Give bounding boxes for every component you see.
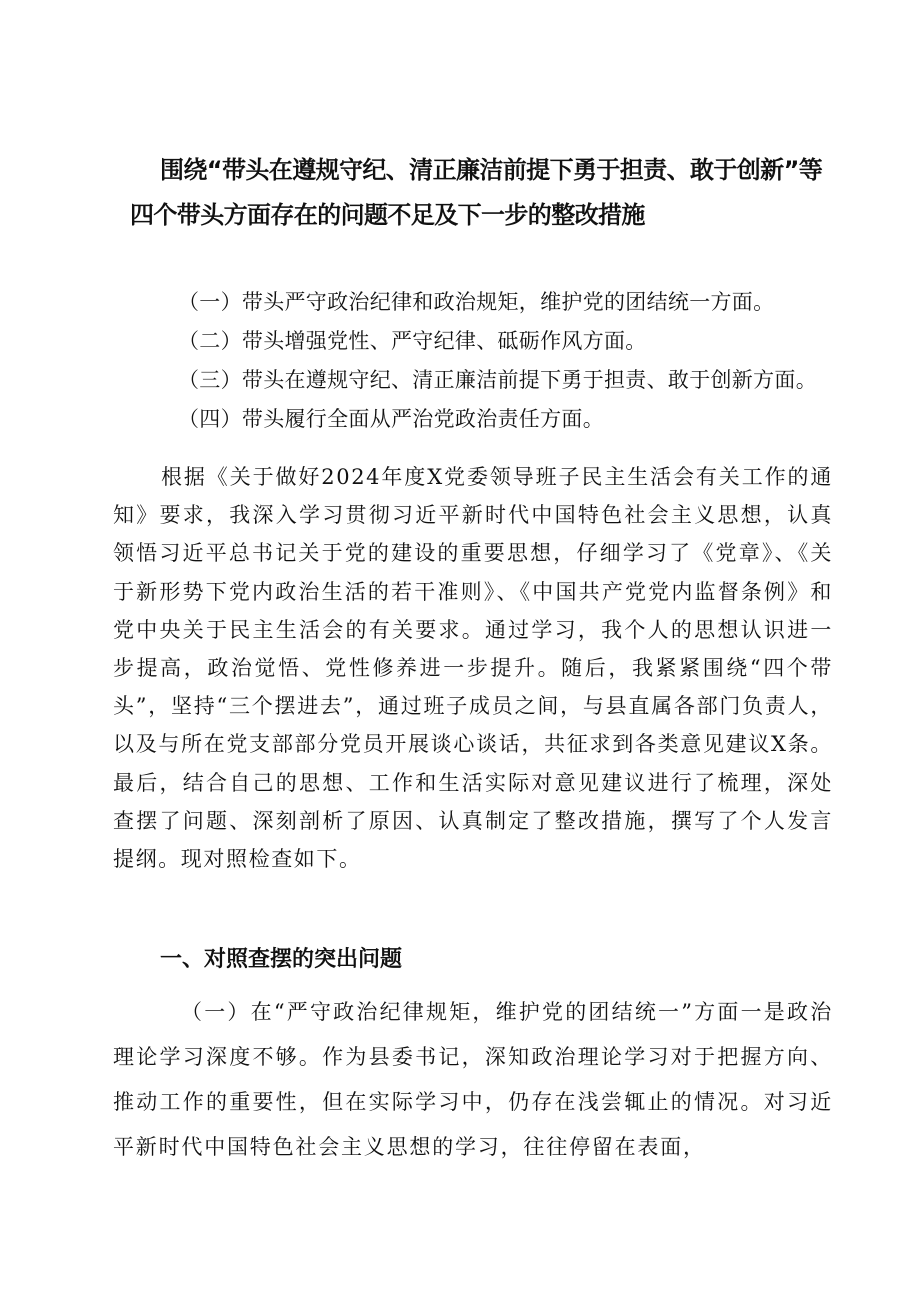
outline-list xyxy=(178,283,858,439)
outline-item-3: （三）带头在遵规守纪、清正廉洁前提下勇于担责、敢于创新方面。 xyxy=(178,368,817,392)
section-paragraph: （一）在“严守政治纪律规矩，维护党的团结统一”方面一是政治理论学习深度不够。作为县委书记，深知政治理论学习对于把握方向、推动工作的重要性，但在实际学习中，仍存在浅尝辄止的情况。对习近平新时代中国特色社会主义思想的学习，往往停留在表面， xyxy=(113,1000,833,1159)
document-title xyxy=(130,148,850,238)
section-heading: 一、对照查摆的突出问题 xyxy=(160,947,403,972)
outline-item-2: （二）带头增强党性、严守纪律、砥砺作风方面。 xyxy=(178,329,647,353)
intro-paragraph: 根据《关于做好2024年度X党委领导班子民主生活会有关工作的通知》要求，我深入学习贯彻习近平新时代中国特色社会主义思想，认真领悟习近平总书记关于党的建设的重要思想，仔细学习了《党章》、《关于新形势下党内政治生活的若干准则》、《中国共产党党内监督条例》和党中央关于民主生活会的有关要求。通过学习，我个人的思想认识进一步提高，政治觉悟、党性修养进一步提升。随后，我紧紧围绕“四个带头”，坚持“三个摆进去”，通过班子成员之间，与县直属各部门负责人，以及与所在党支部部分党员开展谈心谈话，共征求到各类意见建议X条。最后，结合自己的思想、工作和生活实际对意见建议进行了梳理，深处查摆了问题、深刻剖析了原因、认真制定了整改措施，撰写了个人发言提纲。现对照检查如下。 xyxy=(113,465,833,872)
outline-item-1: （一）带头严守政治纪律和政治规矩，维护党的团结统一方面。 xyxy=(178,290,775,314)
title-line-1: 围绕“带头在遵规守纪、清正廉洁前提下勇于担责、敢于创新”等 xyxy=(160,156,823,184)
title-line-2: 四个带头方面存在的问题不足及下一步的整改措施 xyxy=(130,201,645,229)
outline-item-4: （四）带头履行全面从严治党政治责任方面。 xyxy=(178,407,604,431)
